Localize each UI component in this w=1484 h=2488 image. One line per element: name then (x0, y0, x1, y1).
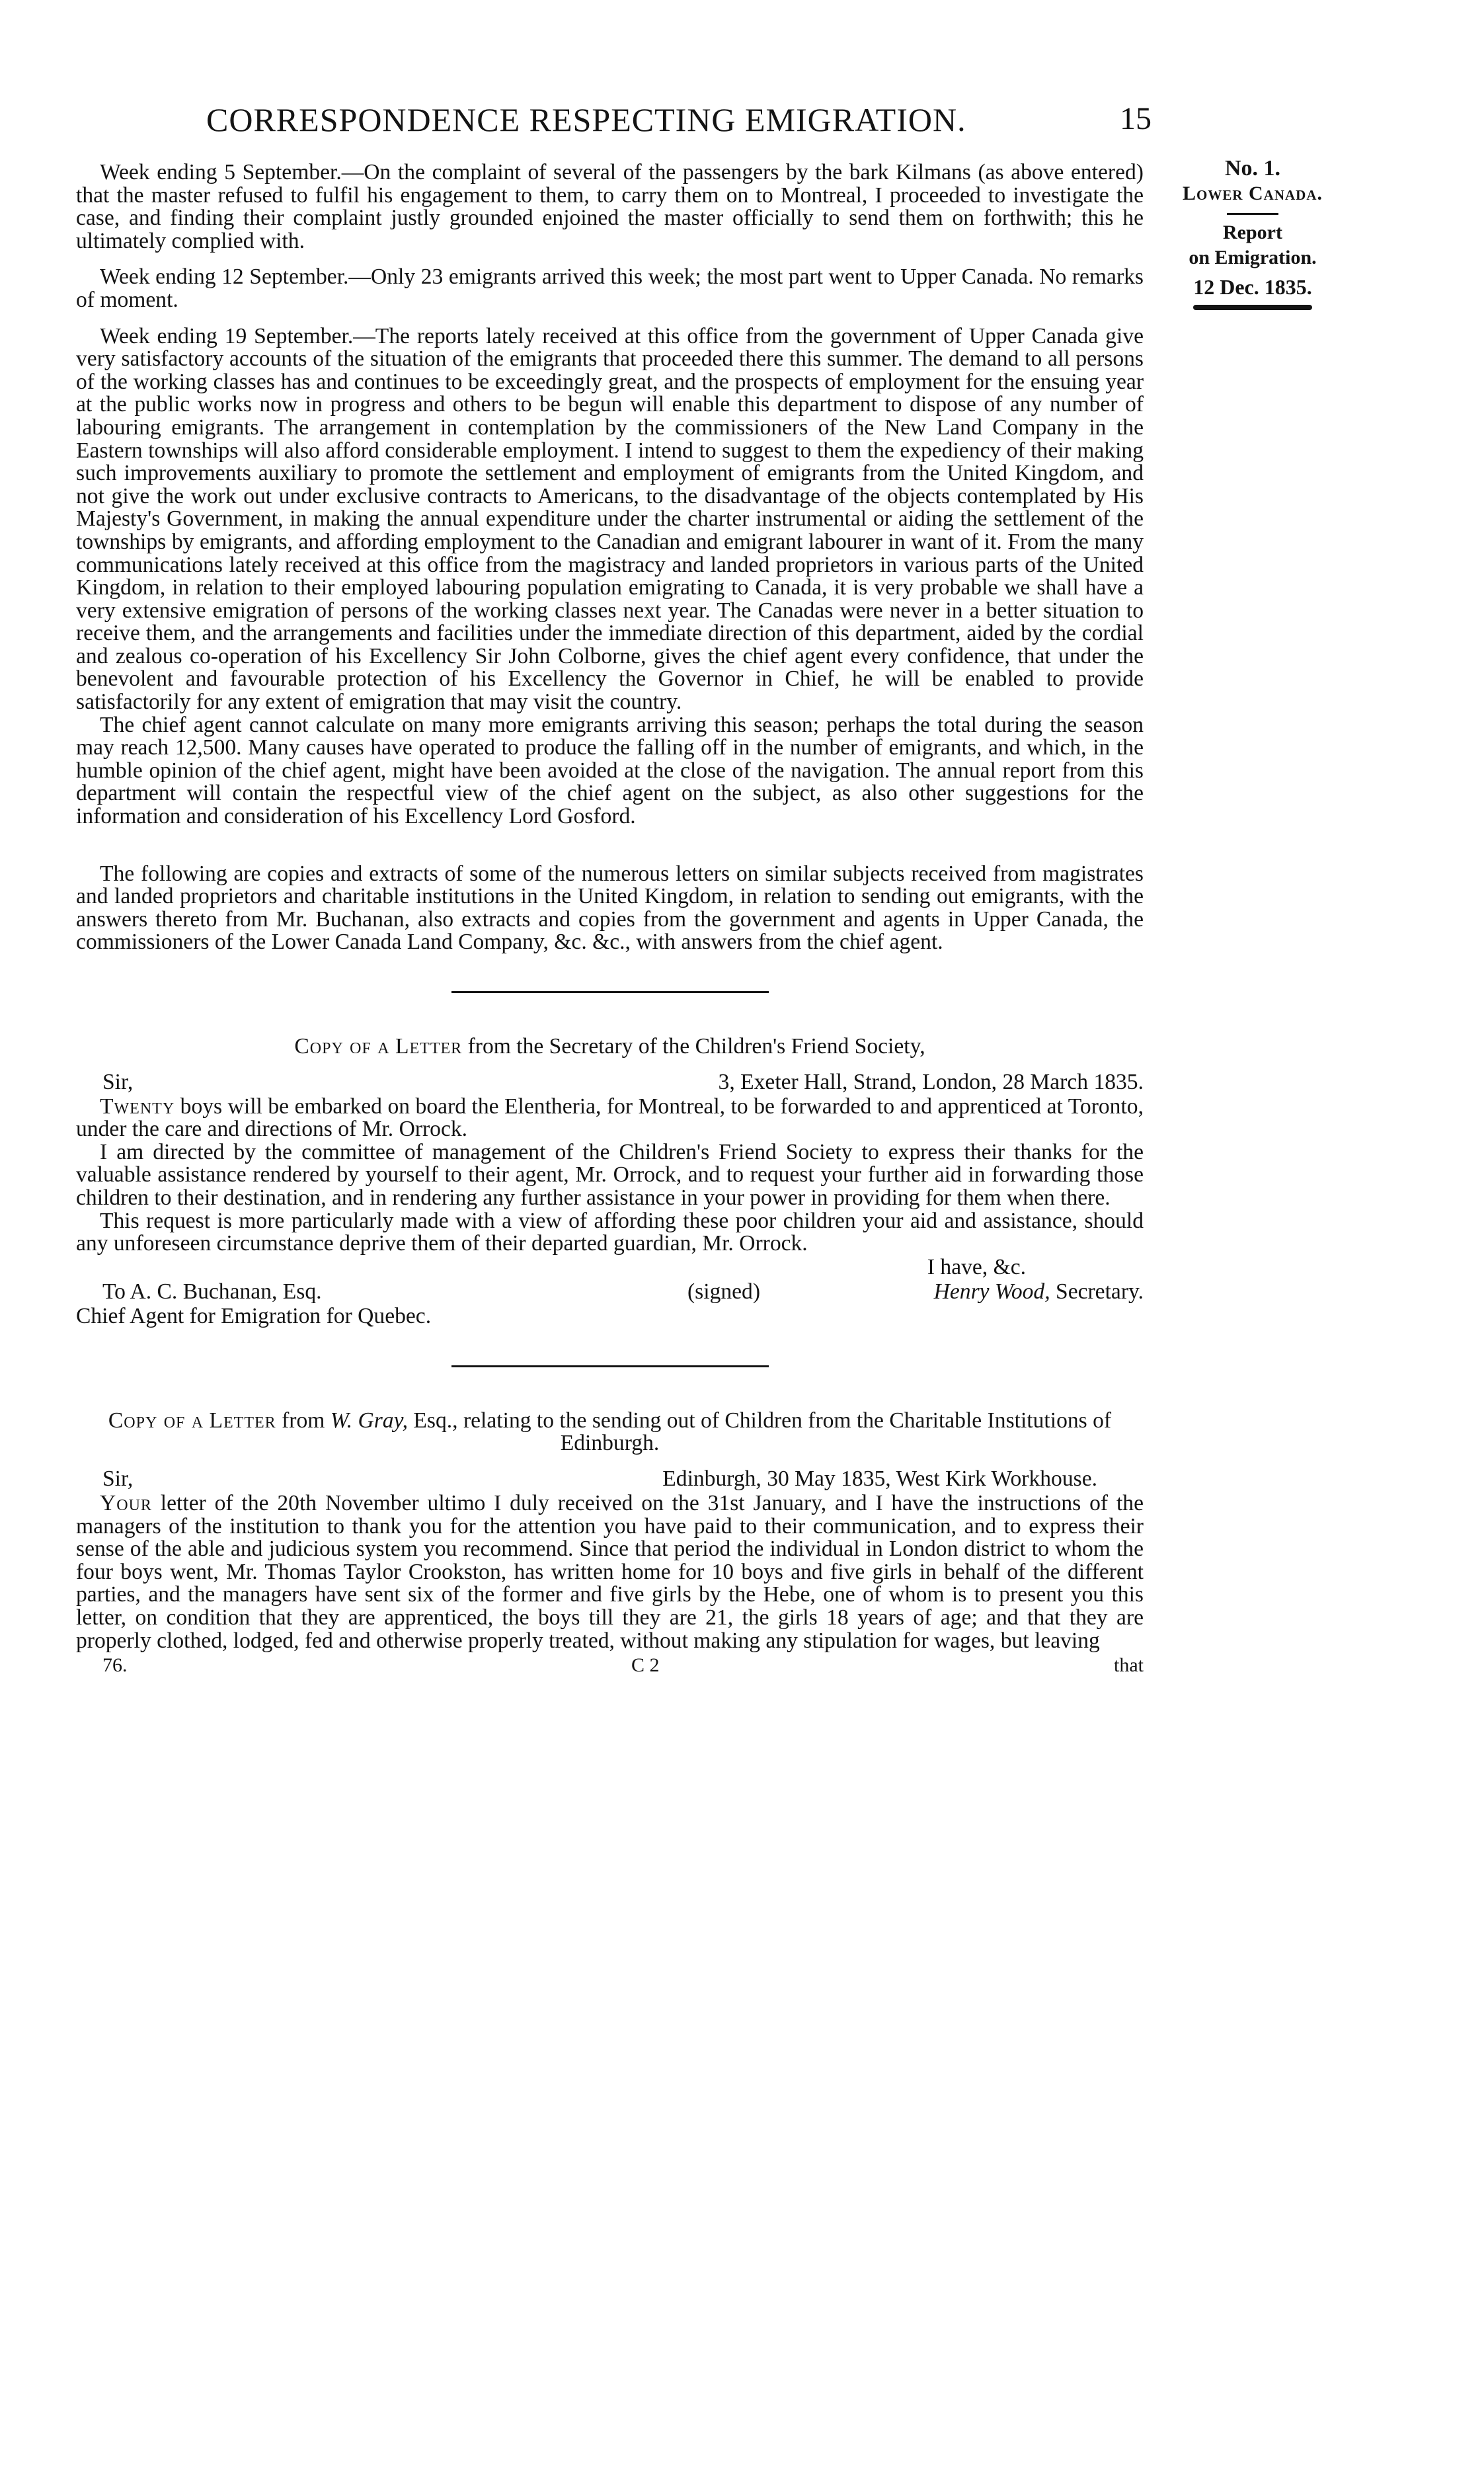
letter-address-date: 3, Exeter Hall, Strand, London, 28 March 1835. (718, 1069, 1144, 1094)
heading-letter-word: Letter (395, 1034, 463, 1059)
letter-paragraph-2: I am directed by the committee of management of the Children's Friend Society to express their thanks for the valuable assistance rendered by yourself to their agent, Mr. Orrock, and to request your further aid in forwarding those children to their destination, and in rendering any further assistance in your power in providing for them when there. (76, 1139, 1144, 1210)
paragraph-following-copies: The following are copies and extracts of some of the numerous letters on similar subjects received from magistrates and landed proprietors and charitable institutions in the United Kingdom, in relation to sending out emigrants, with the answers thereto from Mr. Buchanan, also extracts and copies from the government and agents in Upper Canada, the commissioners of the Lower Canada Land Company, &c. &c., with answers from the chief agent. (76, 861, 1144, 955)
signed-mark: (signed) (687, 1279, 761, 1304)
heading-copy-of-a: Copy of a (294, 1034, 390, 1059)
paragraph-text: boys will be embarked on board the Elentheria, for Montreal, to be forwarded to and apprenticed at Toronto, under the care and directions of Mr. Orrock. (76, 1094, 1144, 1142)
letter-closing: I have, &c. (927, 1254, 1026, 1279)
letter-recipient: To A. C. Buchanan, Esq. (102, 1279, 322, 1304)
heading-letter-word: Letter (209, 1408, 276, 1433)
signer-name: Henry Wood, (933, 1279, 1050, 1304)
paragraph-week-5-september: Week ending 5 September.—On the complaint of several of the passengers by the bark Kilmans (as above entered) that the master refused to fulfil his engagement to them, to carry them on to Montreal, I proceeded to investigate the case, and finding their complaint justly grounded enjoined the master officially to send them on forthwith; this he ultimately complied with. (76, 160, 1144, 253)
letter-w-gray (76, 1410, 1144, 1679)
margin-note-report: Report (1223, 221, 1282, 243)
letter-paragraph-3: This request is more particularly made with a view of affording these poor children your aid and assistance, should any unforeseen circumstance deprive them of their departed guardian, Mr. Orrock. (76, 1208, 1144, 1256)
margin-note-divider (1227, 213, 1278, 215)
page-number: 15 (1120, 101, 1152, 136)
margin-note-date: 12 Dec. 1835. (1193, 275, 1312, 299)
heading-rest: Esq., relating to the sending out of Children from the Charitable Institutions of Edinburgh. (413, 1408, 1112, 1456)
heading-name: W. Gray, (330, 1408, 409, 1433)
margin-note-rule (1193, 305, 1312, 310)
paragraph-week-12-september: Week ending 12 September.—Only 23 emigrants arrived this week; the most part went to Upper Canada. No remarks of moment. (76, 264, 1144, 312)
signature-mark: 76. (102, 1654, 128, 1677)
paragraph-chief-agent: The chief agent cannot calculate on many more emigrants arriving this season; perhaps the total during the season may reach 12,500. Many causes have operated to produce the falling off in the number of emigrants, and which, in the humble opinion of the chief agent, might have been avoided at the close of the navigation. The annual report from this department will contain the respectful view of the chief agent on the subject, as also other suggestions for the information and consideration of his Excellency Lord Gosford. (76, 712, 1144, 829)
margin-note-colony: Lower Canada. (1182, 182, 1323, 204)
paragraph-text: letter of the 20th November ultimo I duly received on the 31st January, and I have the instructions of the managers of the institution to thank you for the attention you have paid to their communication, and to express their sense of the able and judicious system you recommend. Since that period the individual in London district to whom the four boys went, Mr. Thomas Taylor Crookston, has written home for 10 boys and five girls in behalf of the different parties, and the managers have sent six of the former and five girls by the Hebe, one of whom is to present you this letter, on condition that they are apprenticed, the boys till they are 21, the girls 18 years of age; and that they are properly clothed, lodged, fed and otherwise properly treated, without making any stipulation for wages, but leaving (76, 1490, 1144, 1653)
letter-heading (76, 1410, 1144, 1455)
paragraph-week-19-september: Week ending 19 September.—The reports lately received at this office from the government of Upper Canada give very satisfactory accounts of the situation of the emigrants that proceeded there this summer. The demand to all persons of the working classes has and continues to be exceedingly great, and the prospects of employment for the ensuing year at the public works now in progress and others to be begun will enable this department to dispose of any number of labouring emigrants. The arrangement in contemplation by the commissioners of the New Land Company in the Eastern townships will also afford considerable employment. I intend to suggest to them the expediency of their making such improvements auxiliary to promote the settlement and employment of emigrants from the United Kingdom, and not give the work out under exclusive contracts to Americans, to the disadvantage of the objects contemplated by His Majesty's Government, in making the annual expenditure under the charter instrumental or aiding the settlement of the townships by emigrants, and affording employment to the Canadian and emigrant labourer in want of it. From the many communications lately received at this office from the magistracy and landed proprietors in various parts of the United Kingdom, in relation to their employed labouring population emigrating to Canada, it is very probable we shall have a very extensive emigration of persons of the working classes next year. The Canadas were never in a better situation to receive them, and the arrangements and facilities under the immediate direction of this department, aided by the cordial and zealous co-operation of his Excellency Sir John Colborne, gives the chief agent every confidence, that under the benevolent and favourable protection of his Excellency the Governor in Chief, he will be enabled to provide satisfactorily for any extent of emigration that may visit the country. (76, 323, 1144, 715)
heading-from: from (282, 1408, 325, 1433)
opening-word: Twenty (100, 1094, 175, 1119)
running-head (180, 100, 1152, 147)
catchword: that (1114, 1654, 1144, 1677)
letter-address-date: Edinburgh, 30 May 1835, West Kirk Workhouse. (662, 1466, 1097, 1491)
salutation: Sir, (102, 1466, 134, 1491)
margin-note (1163, 156, 1342, 310)
heading-copy-of-a: Copy of a (108, 1408, 204, 1433)
letter-paragraph-1 (76, 1096, 1144, 1141)
sheet-mark: C 2 (631, 1654, 660, 1677)
salutation-line (76, 1069, 1144, 1096)
signature-line (76, 1279, 1144, 1304)
salutation: Sir, (102, 1069, 134, 1094)
salutation-line (76, 1466, 1144, 1492)
signer-title: Secretary. (1056, 1279, 1144, 1304)
letter-children-friend-society (76, 1035, 1144, 1328)
body-text (76, 161, 1144, 1679)
section-divider (451, 991, 769, 993)
section-divider (451, 1365, 769, 1367)
page-footer (76, 1652, 1144, 1679)
signer (934, 1279, 1144, 1304)
margin-note-number: No. 1. (1224, 156, 1281, 181)
opening-word: Your (100, 1490, 152, 1515)
letter-paragraph-1 (76, 1492, 1144, 1652)
margin-note-subject: on Emigration. (1189, 247, 1317, 268)
letter-heading (76, 1035, 1144, 1059)
heading-rest: from the Secretary of the Children's Friend Society, (467, 1034, 925, 1059)
page-title: CORRESPONDENCE RESPECTING EMIGRATION. (206, 101, 966, 138)
recipient-title: Chief Agent for Emigration for Quebec. (76, 1303, 432, 1328)
